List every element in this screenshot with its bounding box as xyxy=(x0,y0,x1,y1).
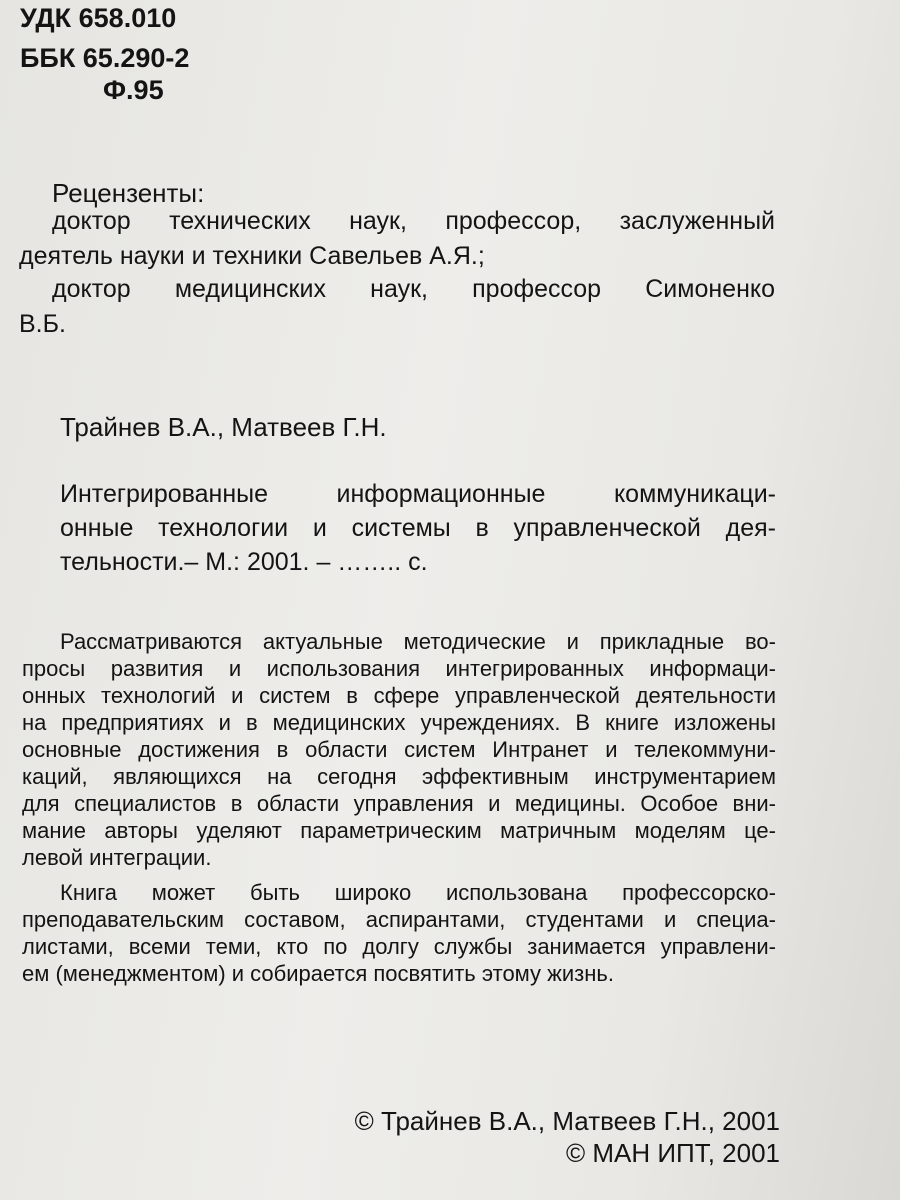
bibliographic-line: тельности.– М.: 2001. – …….. с. xyxy=(60,548,428,576)
abstract-line: основные достижения в области систем Интранет и телекоммуни- xyxy=(22,737,776,762)
copyright-publisher: © МАН ИПТ, 2001 xyxy=(565,1138,780,1168)
udk-code: УДК 658.010 xyxy=(20,3,177,33)
abstract-line: Книга может быть широко использована профессорско- xyxy=(60,880,776,905)
abstract-line: на предприятиях и в медицинских учреждениях. В книге изложены xyxy=(22,710,776,735)
bibliographic-line: Интегрированные информационные коммуникаци- xyxy=(60,480,776,508)
cutter-code: Ф.95 xyxy=(103,75,164,105)
reviewer-line: доктор медицинских наук, профессор Симоненко xyxy=(52,275,775,303)
authors-heading: Трайнев В.А., Матвеев Г.Н. xyxy=(60,412,387,442)
reviewer-line: деятель науки и техники Савельев А.Я.; xyxy=(19,242,485,270)
abstract-line: каций, являющихся на сегодня эффективным инструментарием xyxy=(22,764,776,789)
abstract-line: Рассматриваются актуальные методические и прикладные во- xyxy=(60,629,776,654)
abstract-line: для специалистов в области управления и медицины. Особое вни- xyxy=(22,791,776,816)
abstract-line: ем (менеджментом) и собирается посвятить этому жизнь. xyxy=(22,961,614,986)
bbk-code: ББК 65.290-2 xyxy=(20,43,190,73)
abstract-line: мание авторы уделяют параметрическим матричным моделям це- xyxy=(22,818,776,843)
copyright-authors: © Трайнев В.А., Матвеев Г.Н., 2001 xyxy=(354,1106,780,1136)
reviewer-line: доктор технических наук, профессор, заслуженный xyxy=(52,207,775,235)
bibliographic-line: онные технологии и системы в управленческой дея- xyxy=(60,514,776,542)
reviewers-heading: Рецензенты: xyxy=(52,178,205,208)
abstract-line: преподавательским составом, аспирантами, студентами и специа- xyxy=(22,907,776,932)
abstract-line: левой интеграции. xyxy=(22,845,212,870)
abstract-line: просы развития и использования интегрированных информаци- xyxy=(22,656,776,681)
abstract-line: онных технологий и систем в сфере управленческой деятельности xyxy=(22,683,776,708)
abstract-line: листами, всеми теми, кто по долгу службы занимается управлени- xyxy=(22,934,776,959)
reviewer-line: В.Б. xyxy=(19,310,66,338)
